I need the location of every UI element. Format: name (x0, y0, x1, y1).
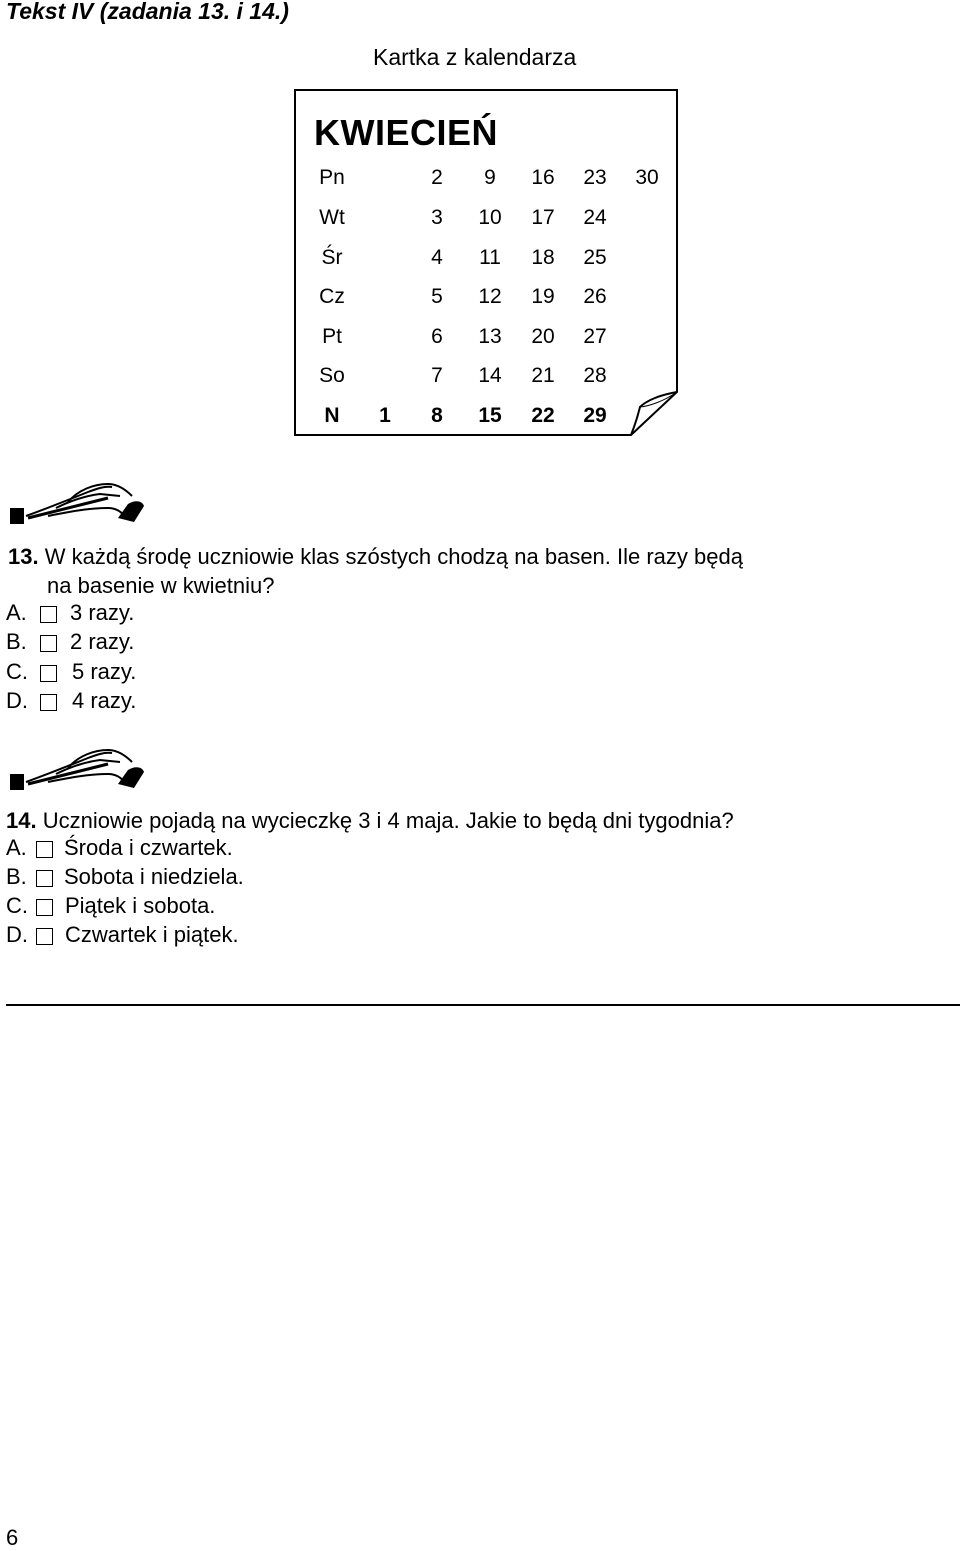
calendar-date: 24 (583, 206, 607, 229)
question-14-line1 (6, 806, 734, 835)
calendar-date: 7 (431, 364, 443, 387)
calendar-caption: Kartka z kalendarza (373, 44, 577, 70)
calendar-date: 28 (583, 364, 607, 387)
option-letter: C. (6, 659, 28, 684)
option-text: Czwartek i piątek. (65, 922, 239, 947)
empty-checkbox-icon[interactable] (40, 665, 57, 682)
calendar-date: 12 (478, 285, 502, 308)
empty-checkbox-icon[interactable] (40, 635, 57, 652)
option-text: 4 razy. (72, 688, 137, 713)
calendar-date: 30 (635, 166, 659, 189)
option-letter: C. (6, 893, 28, 918)
option-text: 2 razy. (70, 629, 135, 654)
calendar-month: KWIECIEŃ (314, 112, 498, 153)
calendar-date: 10 (478, 206, 502, 229)
question-13-line2: na basenie w kwietniu? (47, 573, 275, 598)
q14-option-a[interactable] (6, 835, 406, 865)
calendar-date: 13 (478, 325, 502, 348)
option-letter: B. (6, 864, 27, 889)
option-text: 5 razy. (72, 659, 137, 684)
empty-checkbox-icon[interactable] (36, 899, 53, 916)
calendar-row-wt (294, 206, 678, 236)
writing-hand-icon (8, 744, 148, 796)
calendar-date: 19 (531, 285, 555, 308)
calendar-row-n (294, 404, 678, 434)
question-text: Uczniowie pojadą na wycieczkę 3 i 4 maja. Jakie to będą dni tygodnia? (42, 808, 734, 833)
option-text: 3 razy. (70, 600, 135, 625)
q13-option-b[interactable] (6, 629, 306, 659)
calendar-page (294, 89, 678, 436)
calendar-row-sr (294, 246, 678, 276)
page-number: 6 (6, 1525, 19, 1550)
q14-option-b[interactable] (6, 864, 406, 894)
option-letter: A. (6, 600, 27, 625)
calendar-date: 17 (531, 206, 555, 229)
calendar-date: 14 (478, 364, 502, 387)
option-text: Sobota i niedziela. (64, 864, 244, 889)
weekday-label: Cz (319, 285, 345, 308)
calendar-date: 21 (531, 364, 555, 387)
calendar-date: 23 (583, 166, 607, 189)
calendar-date: 15 (478, 404, 502, 427)
weekday-label: N (324, 404, 340, 427)
q14-option-c[interactable] (6, 893, 406, 923)
calendar-date: 1 (379, 404, 391, 427)
weekday-label: Wt (319, 206, 345, 229)
calendar-date: 11 (479, 246, 501, 269)
weekday-label: So (319, 364, 345, 387)
empty-checkbox-icon[interactable] (40, 694, 57, 711)
section-title: Tekst IV (zadania 13. i 14.) (6, 0, 289, 24)
calendar-date: 16 (531, 166, 555, 189)
calendar-date: 25 (583, 246, 607, 269)
calendar-row-cz (294, 285, 678, 315)
calendar-date: 26 (583, 285, 607, 308)
calendar-date: 27 (583, 325, 607, 348)
empty-checkbox-icon[interactable] (36, 841, 53, 858)
calendar-date: 20 (531, 325, 555, 348)
option-letter: D. (6, 688, 28, 713)
calendar-date: 5 (431, 285, 443, 308)
q13-option-a[interactable] (6, 600, 306, 630)
calendar-date: 29 (583, 404, 607, 427)
option-letter: B. (6, 629, 27, 654)
calendar-date: 6 (431, 325, 443, 348)
option-text: Środa i czwartek. (64, 835, 233, 860)
q13-option-c[interactable] (6, 659, 306, 689)
q13-option-d[interactable] (6, 688, 306, 718)
empty-checkbox-icon[interactable] (40, 606, 57, 623)
calendar-row-so (294, 364, 678, 394)
calendar-date: 2 (431, 166, 443, 189)
empty-checkbox-icon[interactable] (36, 870, 53, 887)
q14-option-d[interactable] (6, 922, 406, 952)
weekday-label: Pt (322, 325, 342, 348)
calendar-row-pn (294, 166, 678, 196)
calendar-date: 3 (431, 206, 443, 229)
calendar-date: 18 (531, 246, 555, 269)
weekday-label: Śr (321, 246, 343, 269)
weekday-label: Pn (319, 166, 345, 189)
writing-hand-icon (8, 478, 148, 530)
option-text: Piątek i sobota. (65, 893, 216, 918)
empty-checkbox-icon[interactable] (36, 928, 53, 945)
calendar-date: 8 (431, 404, 443, 427)
question-number: 14. (6, 808, 37, 833)
calendar-date: 22 (531, 404, 555, 427)
question-13-line1 (8, 542, 743, 571)
calendar-row-pt (294, 325, 678, 355)
option-letter: D. (6, 922, 28, 947)
question-text: W każdą środę uczniowie klas szóstych chodzą na basen. Ile razy będą (44, 544, 743, 569)
calendar-date: 4 (431, 246, 443, 269)
question-number: 13. (8, 544, 39, 569)
option-letter: A. (6, 835, 27, 860)
divider-line (6, 1004, 960, 1006)
calendar-date: 9 (484, 166, 496, 189)
